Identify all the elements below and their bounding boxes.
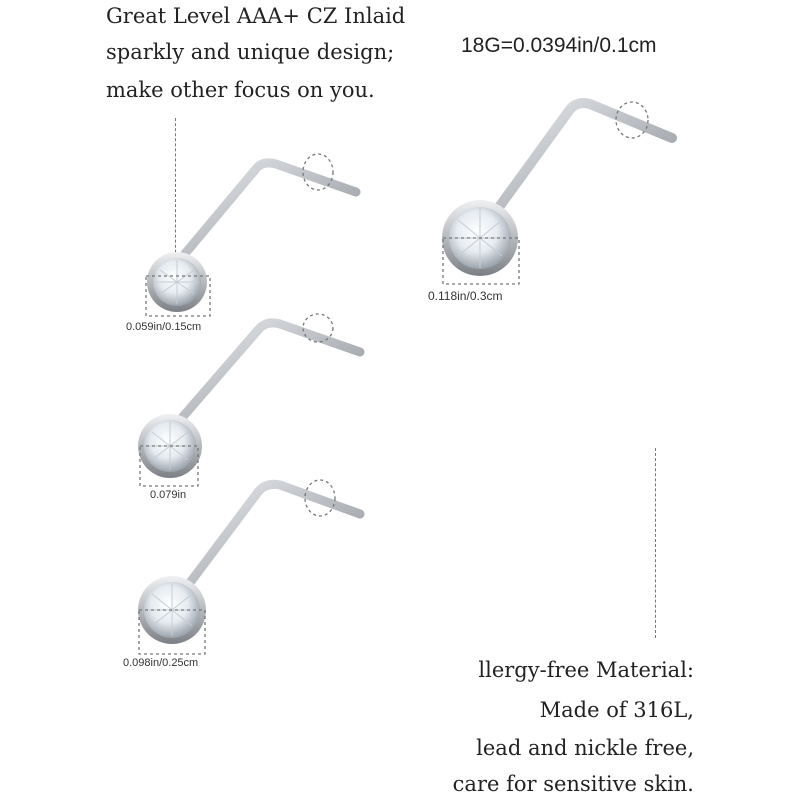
stud-3 bbox=[138, 480, 360, 654]
intro-line-3: make other focus on you. bbox=[106, 78, 375, 102]
stud-4-dimension: 0.118in/0.3cm bbox=[428, 289, 503, 303]
stud-4 bbox=[442, 102, 672, 284]
material-line-3: lead and nickle free, bbox=[476, 736, 694, 760]
stud-2-dimension: 0.079in bbox=[150, 489, 187, 501]
stud-3-dimension: 0.098in/0.25cm bbox=[123, 657, 199, 669]
material-line-1: llergy-free Material: bbox=[478, 658, 694, 682]
intro-line-1: Great Level AAA+ CZ Inlaid bbox=[106, 4, 406, 28]
stud-1-dimension: 0.059in/0.15cm bbox=[126, 321, 202, 333]
stud-3-wire bbox=[186, 484, 360, 588]
stud-2-wire bbox=[180, 323, 360, 420]
gauge-spec: 18G=0.0394in/0.1cm bbox=[461, 34, 657, 57]
stud-2 bbox=[138, 314, 360, 486]
material-line-2: Made of 316L, bbox=[539, 698, 694, 722]
material-line-4: care for sensitive skin. bbox=[452, 772, 694, 796]
stud-1 bbox=[146, 154, 356, 316]
stud-4-wire bbox=[494, 103, 672, 214]
intro-line-2: sparkly and unique design; bbox=[106, 40, 395, 64]
stud-1-wire bbox=[178, 163, 356, 262]
